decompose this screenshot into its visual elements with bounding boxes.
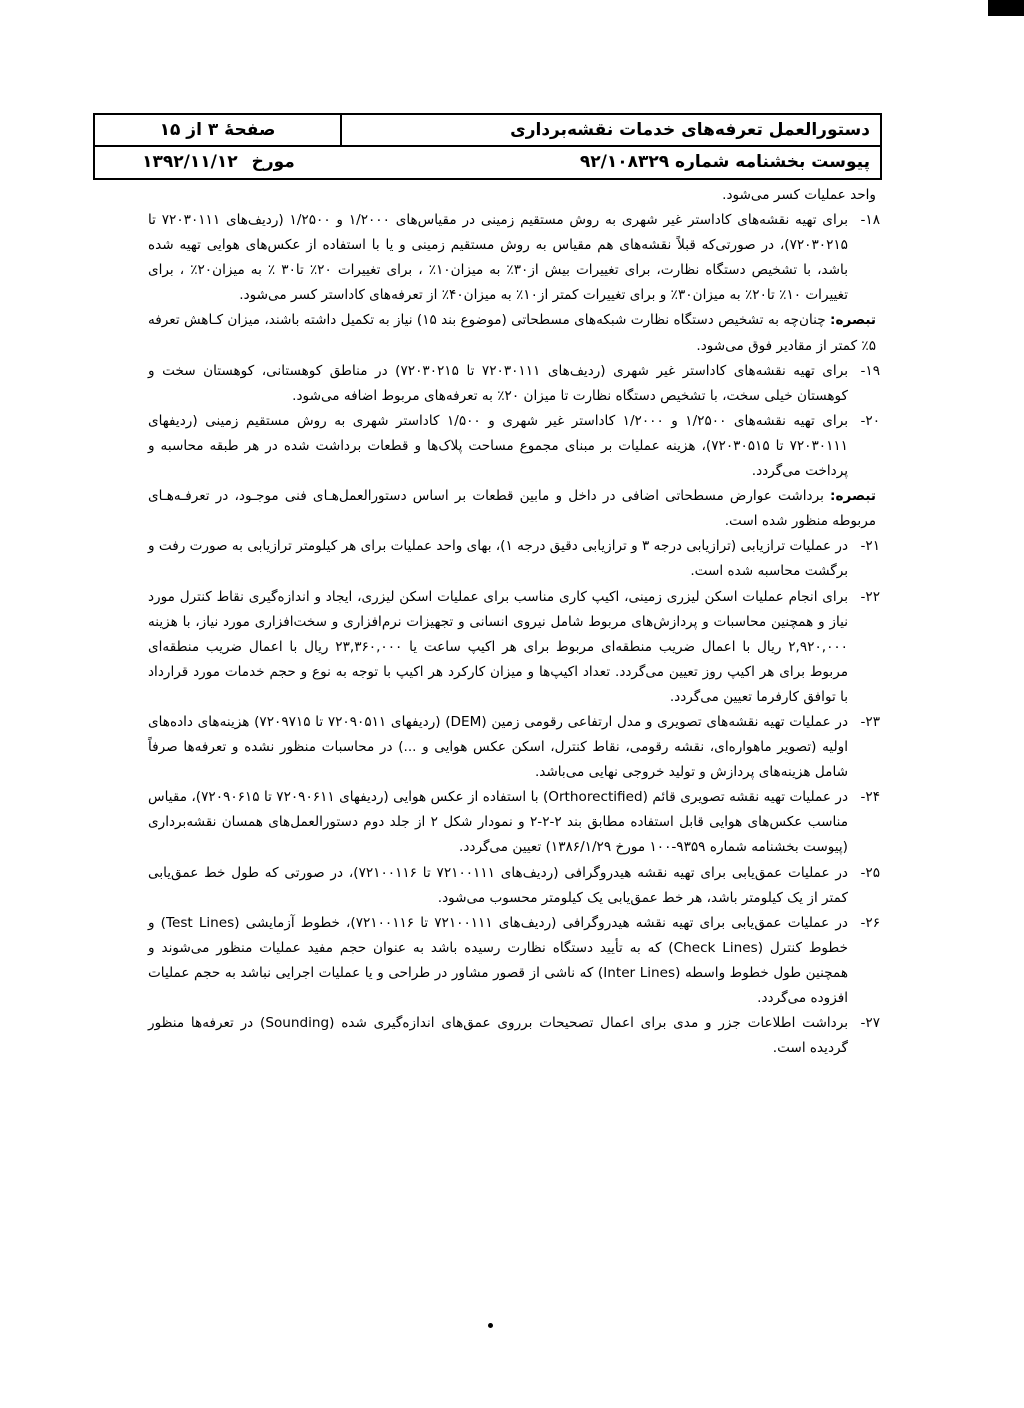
paragraph-18 (148, 208, 880, 308)
paragraph-21 (148, 534, 880, 584)
note-paragraph (148, 308, 876, 358)
note-label: تبصره: (830, 488, 876, 505)
item-number: ۲۵- (860, 864, 880, 881)
paragraph-text: در عملیات ترازیابی (ترازیابی درجه ۳ و ترازیابی دقیق درجه ۱)، بهای واحد عملیات برای هر کیلومتر ترازیابی به صورت رفت و برگشت محاسبه شده است. (148, 538, 848, 580)
paragraph-continuation: واحد عملیات کسر می‌شود. (722, 187, 876, 203)
item-number: ۲۰- (860, 412, 880, 429)
page-number: صفحهٔ ۳ از ۱۵ (95, 115, 342, 147)
paragraph-text: در عملیات عمق‌یابی برای تهیه نقشه هیدروگرافی (ردیف‌های ۷۲۱۰۰۱۱۱ تا ۷۲۱۰۰۱۱۶)، خطوط آزمایشی (Test Lines) و خطوط کنترل (Check Lines) که به تأیید دستگاه نظارت رسیده باشد به عنوان حجم مفید عملیات منظور می‌شوند و همچنین طول خطوط واسطه (Inter Lines) که ناشی از قصور مشاور در طراحی و یا عملیات اجرایی نباشد به حجم عملیات افزوده می‌گردد. (148, 914, 849, 1006)
item-number: ۲۷- (860, 1015, 880, 1032)
paragraph-text: در عملیات تهیه نقشه‌های تصویری و مدل ارتفاعی رقومی زمین (DEM) (ردیفهای ۷۲۰۹۰۵۱۱ تا ۷۲۰۹۷۱۵) هزینه‌های داده‌های اولیه (تصویر ماهواره‌ای، نقشه رقومی، نقاط کنترل، اسکن عکس هوایی و ...) در محاسبات منظور نشده و تعرفه‌ها صرفاً شامل هزینه‌های پردازش و تولید خروجی نهایی می‌باشد. (148, 713, 848, 781)
date-label: مورخ (251, 152, 295, 173)
paragraph-text: برای تهیه نقشه‌های کاداستر غیر شهری به روش مستقیم زمینی در مقیاس‌های ۱/۲۰۰۰ و ۱/۲۵۰۰ (ردیف‌های ۷۲۰۳۰۱۱۱ تا ۷۲۰۳۰۲۱۵)، در صورتی‌که قبلاً نقشه‌های هم مقیاس به روش مستقیم زمینی و یا با استفاده از عکس‌های هوایی تهیه شده باشد، با تشخیص دستگاه نظارت، برای تغییرات بیش از۳۰٪ به میزان۱۰٪ ، برای تغییرات ۲۰٪ تا۳۰ ٪ به میزان۲۰٪ ، برای تغییرات ۱۰٪ تا۲۰٪ به میزان۳۰٪ و برای تغییرات کمتر از۱۰٪ به میزان۴۰٪ از تعرفه‌های کاداستر کسر می‌شود. (148, 212, 848, 304)
document-title: دستورالعمل تعرفه‌های خدمات نقشه‌برداری (342, 115, 880, 147)
page-dot (488, 1323, 493, 1328)
date-value: ۱۳۹۲/۱۱/۱۲ (142, 152, 238, 173)
paragraph-text: چنان‌چه به تشخیص دستگاه نظارت شبکه‌های مسطحاتی (موضوع بند ۱۵) نیاز به تکمیل داشته باشند، میزان کـاهش تعرفه ۵٪ کمتر از مقادیر فوق می‌شود. (148, 312, 876, 354)
note-paragraph (148, 484, 876, 534)
scan-edge-mark (988, 0, 1024, 16)
paragraph-text: برای تهیه نقشه‌های کاداستر غیر شهری (ردیف‌های ۷۲۰۳۰۱۱۱ تا ۷۲۰۳۰۲۱۵) در مناطق کوهستانی، کوهستان سخت و کوهستان خیلی سخت، با تشخیص دستگاه نظارت تا میزان ۲۰٪ به تعرفه‌های مربوط اضافه می‌شود. (148, 362, 848, 404)
item-number: ۱۹- (860, 362, 880, 379)
paragraph-22 (148, 585, 880, 710)
document-header (93, 113, 882, 180)
paragraph-25 (148, 861, 880, 911)
item-number: ۲۴- (860, 789, 880, 806)
paragraph-19 (148, 359, 880, 409)
note-label: تبصره: (830, 312, 876, 329)
paragraph-text: برای انجام عملیات اسکن لیزری زمینی، اکیپ کاری مناسب برای عملیات اسکن لیزری، ایجاد و اندازه‌گیری نقاط کنترل مورد نیاز و همچنین محاسبات و پردازش‌های مربوط شامل نیروی انسانی و تجهیزات نرم‌افزاری و سخت‌افزاری مورد نیاز، با هزینه ۲,۹۲۰,۰۰۰ ریال با اعمال ضریب منطقه‌ای مربوط برای هر اکیپ ساعت یا ۲۳,۳۶۰,۰۰۰ ریال با اعمال ضریب منطقه‌ای مربوط برای هر اکیپ روز تعیین می‌گردد. تعداد اکیپ‌ها و میزان کارکرد هر اکیپ با توجه به نوع و حجم خدمات مورد قرارداد با توافق کارفرما تعیین می‌گردد. (148, 588, 848, 705)
paragraph-26 (148, 911, 880, 1011)
item-number: ۱۸- (860, 212, 880, 229)
item-number: ۲۳- (860, 713, 880, 730)
item-number: ۲۲- (860, 588, 880, 605)
paragraph-text: برای تهیه نقشه‌های ۱/۲۵۰۰ و ۱/۲۰۰۰ کاداستر غیر شهری و ۱/۵۰۰ کاداستر شهری به روش مستقیم زمینی (ردیفهای ۷۲۰۳۰۱۱۱ تا ۷۲۰۳۰۵۱۵)، هزینه عملیات بر مبنای مجموع مساحت پلاک‌ها و قطعات برداشت شده در هر طبقه محاسبه و پرداخت می‌گردد. (148, 412, 848, 480)
circular-date (95, 147, 342, 179)
paragraph-24 (148, 785, 880, 860)
circular-number: پیوست بخشنامه شماره ۹۲/۱۰۸۳۲۹ (579, 152, 870, 173)
paragraph-text: در عملیات تهیه نقشه تصویری قائم (Orthorectified) با استفاده از عکس هوایی (ردیفهای ۷۲۰۹۰۶۱۱ تا ۷۲۰۹۰۶۱۵)، مقیاس مناسب عکس‌های هوایی قابل استفاده مطابق بند ۲-۲-۲ و نمودار شکل ۲ از جلد دوم دستورالعمل‌های همسان نقشه‌برداری (پیوست بخشنامه شماره ۹۳۵۹-۱۰۰ مورخ ۱۳۸۶/۱/۲۹) تعیین می‌گردد. (148, 789, 848, 856)
paragraph-text: برداشت عوارض مسطحاتی اضافی در داخل و مابین قطعات بر اساس دستورالعمل‌هـای فنی موجـود، در تعرفـه‌هـای مربوطه منظور شده است. (148, 488, 876, 530)
item-number: ۲۶- (860, 914, 880, 931)
paragraph-text: در عملیات عمق‌یابی برای تهیه نقشه هیدروگرافی (ردیف‌های ۷۲۱۰۰۱۱۱ تا ۷۲۱۰۰۱۱۶)، در صورتی که طول خط عمق‌یابی کمتر از یک کیلومتر باشد، هر خط عمق‌یابی یک کیلومتر محسوب می‌شود. (148, 864, 848, 906)
item-number: ۲۱- (860, 538, 880, 555)
paragraph-23 (148, 710, 880, 785)
paragraph-20 (148, 409, 880, 484)
document-body (148, 183, 880, 1061)
paragraph-27 (148, 1011, 880, 1061)
paragraph-text: برداشت اطلاعات جزر و مدی برای اعمال تصحیحات برروی عمق‌های اندازه‌گیری شده (Sounding) در تعرفه‌ها منظور گردیده است. (148, 1015, 848, 1057)
